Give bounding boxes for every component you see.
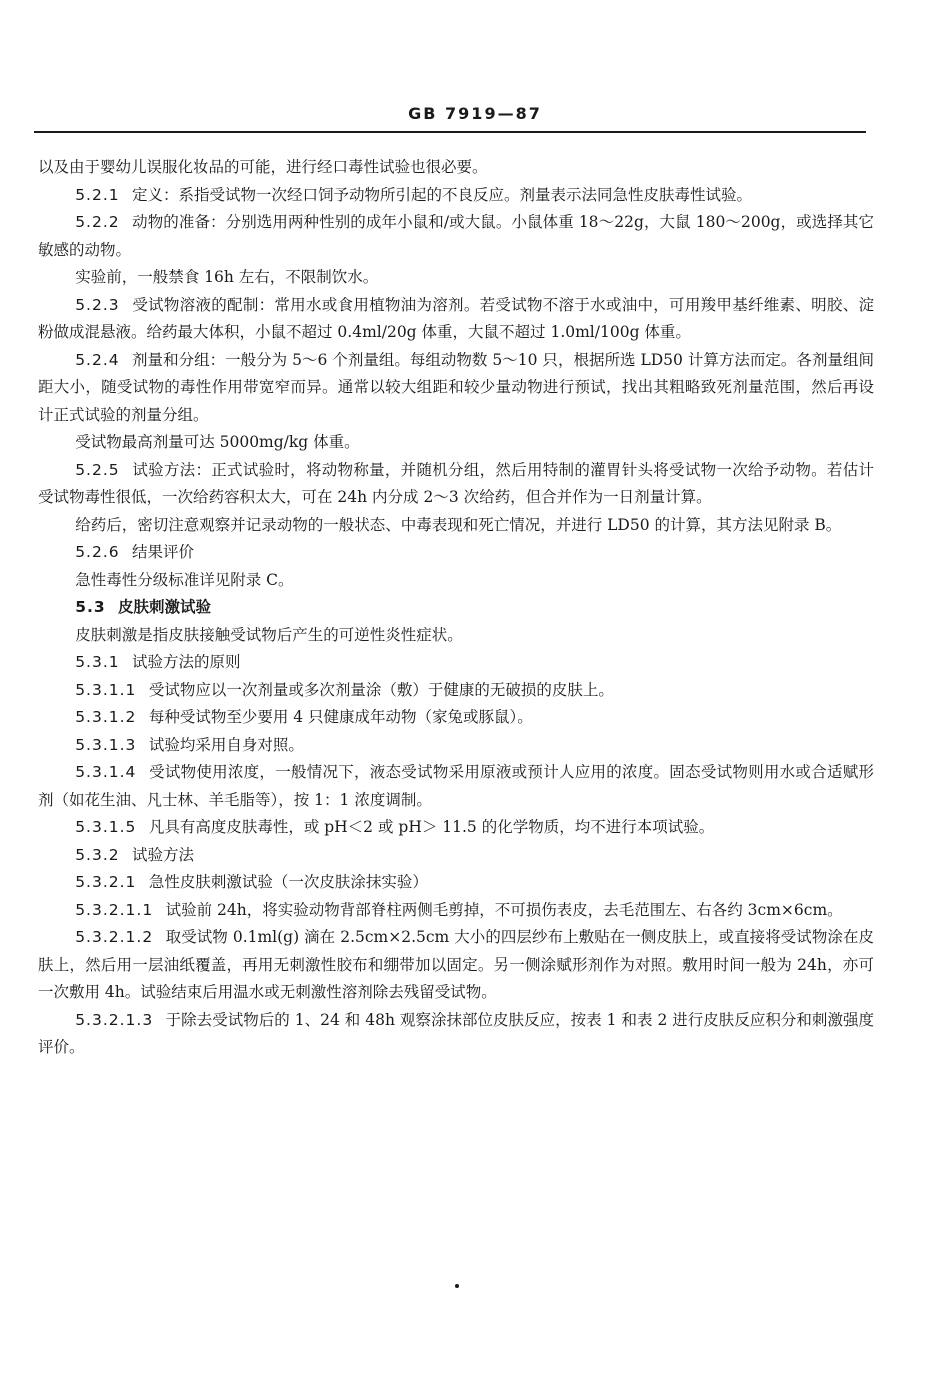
section-number: 5.3.2.1.2 bbox=[75, 928, 154, 946]
section-number: 5.3.1.3 bbox=[75, 735, 137, 754]
paragraph-text: 试验方法：正式试验时，将动物称量，并随机分组，然后用特制的灌胃针头将受试物一次给予动物。若估计受试物毒性很低，一次给药容积太大，可在 24h 内分成 2～3 次给药，但合并作为一日剂量计算。 bbox=[38, 460, 874, 506]
section-number: 5.3.1.4 bbox=[75, 763, 137, 781]
paragraph-text: 试验前 24h，将实验动物背部脊柱两侧毛剪掉，不可损伤表皮，去毛范围左、右各约 3cm×6cm。 bbox=[165, 900, 843, 919]
section-number: 5.2.1 bbox=[75, 185, 120, 204]
paragraph-text: 给药后，密切注意观察并记录动物的一般状态、中毒表现和死亡情况，并进行 LD50 的计算，其方法见附录 B。 bbox=[75, 515, 842, 534]
section-5-2-5 bbox=[38, 457, 874, 512]
paragraph-text: 受试物最高剂量可达 5000mg/kg 体重。 bbox=[75, 433, 360, 451]
paragraph-text: 皮肤刺激是指皮肤接触受试物后产生的可逆性炎性症状。 bbox=[75, 625, 463, 644]
paragraph-text: 以及由于婴幼儿误服化妆品的可能，进行经口毒性试验也很必要。 bbox=[38, 158, 488, 176]
section-number: 5.3.1 bbox=[75, 653, 120, 671]
paragraph-text: 受试物应以一次剂量或多次剂量涂（敷）于健康的无破损的皮肤上。 bbox=[148, 680, 614, 699]
section-5-3-2-1 bbox=[38, 869, 874, 897]
section-5-2-4 bbox=[38, 347, 874, 430]
paragraph-text: 试验方法 bbox=[132, 845, 195, 864]
paragraph bbox=[38, 264, 874, 292]
section-number: 5.2.3 bbox=[75, 295, 120, 314]
section-5-3-2-1-1 bbox=[38, 897, 874, 925]
section-number: 5.3.2.1 bbox=[75, 873, 137, 891]
paragraph-text: 剂量和分组：一般分为 5～6 个剂量组。每组动物数 5～10 只，根据所选 LD50 计算方法而定。各剂量组间距大小，随受试物的毒性作用带宽窄而异。通常以较大组距和较少量动物进行预试，找出其粗略致死剂量范围，然后再设计正式试验的剂量分组。 bbox=[38, 350, 874, 424]
paragraph-text: 急性皮肤刺激试验（一次皮肤涂抹实验） bbox=[148, 873, 428, 891]
section-5-2-6 bbox=[38, 539, 874, 567]
section-number: 5.3.1.1 bbox=[75, 680, 137, 699]
page-mark bbox=[455, 1284, 459, 1288]
header-rule bbox=[34, 131, 866, 133]
paragraph-text: 动物的准备：分别选用两种性别的成年小鼠和/或大鼠。小鼠体重 18～22g，大鼠 180～200g，或选择其它敏感的动物。 bbox=[38, 213, 874, 259]
paragraph bbox=[38, 512, 874, 540]
paragraph-text: 急性毒性分级标准详见附录 C。 bbox=[75, 570, 294, 589]
paragraph bbox=[38, 154, 874, 182]
section-5-2-1 bbox=[38, 182, 874, 210]
section-5-3-1-5 bbox=[38, 814, 874, 842]
section-5-3-1-3 bbox=[38, 732, 874, 760]
paragraph-text: 定义：系指受试物一次经口饲予动物所引起的不良反应。剂量表示法同急性皮肤毒性试验。 bbox=[132, 185, 753, 204]
section-number: 5.3 bbox=[75, 598, 106, 616]
paragraph-text: 于除去受试物后的 1、24 和 48h 观察涂抹部位皮肤反应，按表 1 和表 2 进行皮肤反应积分和刺激强度评价。 bbox=[38, 1010, 874, 1056]
paragraph bbox=[38, 567, 874, 595]
section-5-3-2-1-2 bbox=[38, 924, 874, 1007]
document-body bbox=[38, 154, 874, 1062]
section-number: 5.2.4 bbox=[75, 350, 120, 369]
section-number: 5.3.2 bbox=[75, 845, 120, 864]
section-number: 5.2.6 bbox=[75, 543, 120, 561]
section-number: 5.3.1.5 bbox=[75, 818, 137, 836]
paragraph-text: 皮肤刺激试验 bbox=[118, 598, 212, 616]
paragraph-text: 受试物使用浓度，一般情况下，液态受试物采用原液或预计人应用的浓度。固态受试物则用水或合适赋形剂（如花生油、凡士林、羊毛脂等），按 1：1 浓度调制。 bbox=[38, 763, 874, 809]
document-header: GB 7919—87 bbox=[408, 104, 542, 123]
section-5-3-1-2 bbox=[38, 704, 874, 732]
section-5-2-2 bbox=[38, 209, 874, 264]
paragraph-text: 实验前，一般禁食 16h 左右，不限制饮水。 bbox=[75, 268, 379, 286]
paragraph-text: 试验均采用自身对照。 bbox=[148, 735, 304, 754]
paragraph-text: 试验方法的原则 bbox=[132, 653, 241, 671]
section-number: 5.2.2 bbox=[75, 213, 120, 231]
paragraph-text: 结果评价 bbox=[132, 543, 195, 561]
section-5-3-1-1 bbox=[38, 677, 874, 705]
section-5-3-1 bbox=[38, 649, 874, 677]
paragraph-text: 凡具有高度皮肤毒性，或 pH＜2 或 pH＞ 11.5 的化学物质，均不进行本项试验。 bbox=[148, 818, 715, 836]
section-5-3-2-1-3 bbox=[38, 1007, 874, 1062]
section-5-2-3 bbox=[38, 292, 874, 347]
paragraph bbox=[38, 429, 874, 457]
section-number: 5.2.5 bbox=[75, 460, 120, 479]
section-number: 5.3.2.1.1 bbox=[75, 900, 154, 919]
paragraph bbox=[38, 622, 874, 650]
section-number: 5.3.2.1.3 bbox=[75, 1010, 154, 1029]
section-5-3 bbox=[38, 594, 874, 622]
section-5-3-1-4 bbox=[38, 759, 874, 814]
paragraph-text: 取受试物 0.1ml(g) 滴在 2.5cm×2.5cm 大小的四层纱布上敷贴在一侧皮肤上，或直接将受试物涂在皮肤上，然后用一层油纸覆盖，再用无刺激性胶布和绷带加以固定。另一侧涂赋形剂作为对照。敷用时间一般为 24h，亦可一次敷用 4h。试验结束后用温水或无刺激性溶剂除去残留受试物。 bbox=[38, 928, 874, 1001]
paragraph-text: 每种受试物至少要用 4 只健康成年动物（家兔或豚鼠）。 bbox=[148, 708, 533, 726]
paragraph-text: 受试物溶液的配制：常用水或食用植物油为溶剂。若受试物不溶于水或油中，可用羧甲基纤维素、明胶、淀粉做成混悬液。给药最大体积，小鼠不超过 0.4ml/20g 体重，大鼠不超过 1.0ml/100g 体重。 bbox=[38, 295, 874, 341]
section-number: 5.3.1.2 bbox=[75, 708, 137, 726]
section-5-3-2 bbox=[38, 842, 874, 870]
